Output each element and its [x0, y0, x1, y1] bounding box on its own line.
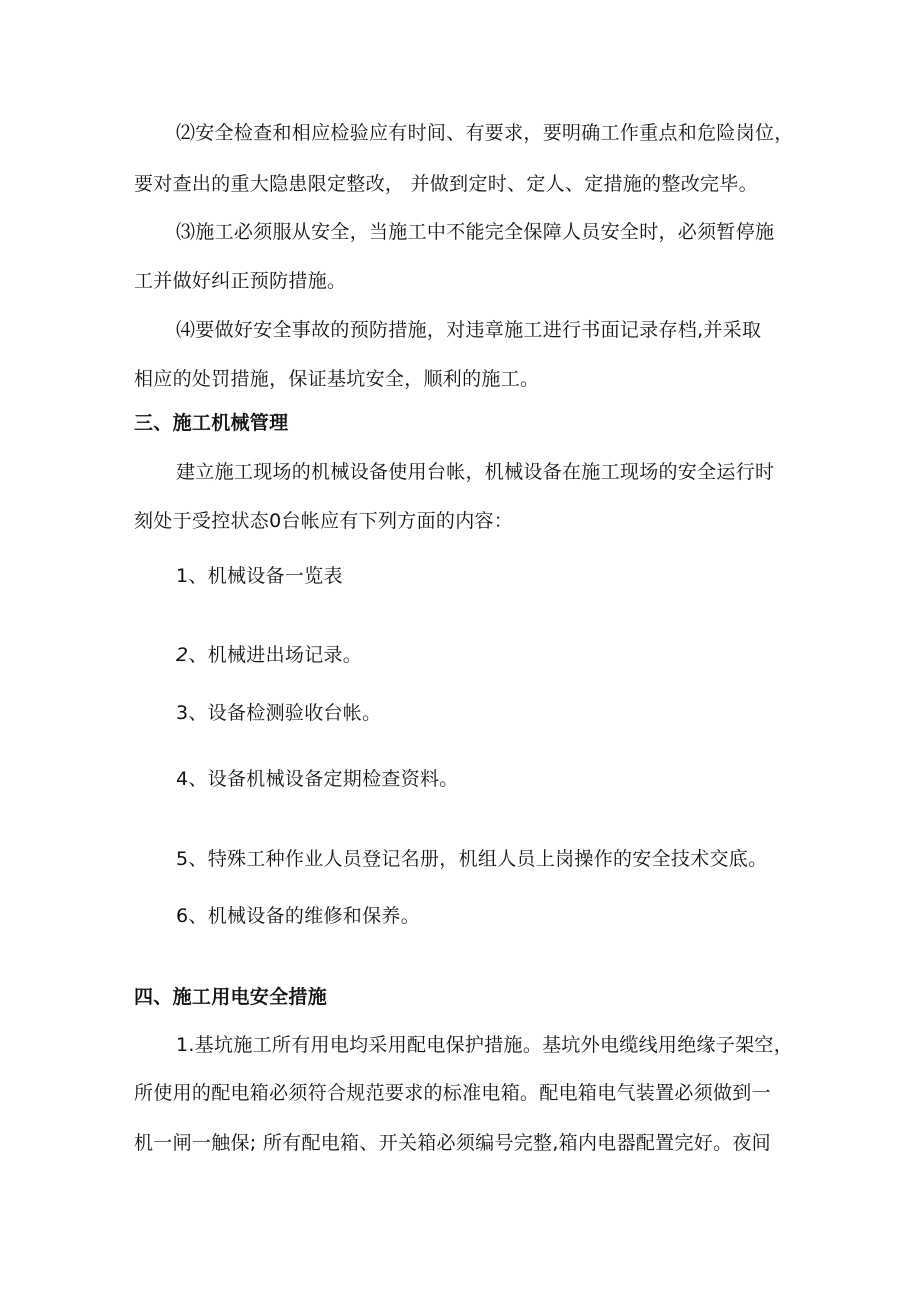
list-item-5	[176, 846, 767, 872]
paragraph-2-line-1: ⑵安全检查和相应检验应有时间、有要求，要明确工作重点和危险岗位，	[176, 122, 794, 144]
paragraph-4-line-2: 相应的处罚措施，保证基坑安全，顺利的施工。	[134, 368, 540, 390]
list-item-text: 、机械设备的维修和保养。	[188, 905, 420, 927]
list-item-6	[176, 903, 420, 929]
list-item-text: 、机械设备一览表	[188, 565, 343, 587]
list-item-number: 3	[176, 702, 189, 724]
list-item-2	[176, 642, 362, 668]
list-item-text: 、设备检测验收台帐。	[188, 702, 382, 724]
section-4-line-1: 1.基坑施工所有用电均采用配电保护措施。基坑外电缆线用绝缘子架空，	[176, 1034, 794, 1056]
paragraph-3-line-1: ⑶施工必须服从安全，当施工中不能完全保障人员安全时，必须暂停施	[176, 221, 775, 243]
list-item-number: 1	[176, 565, 189, 587]
list-item-number: 5	[176, 848, 189, 870]
list-item-text: 、特殊工种作业人员登记名册，机组人员上岗操作的安全技术交底。	[188, 848, 768, 870]
section-3-intro-line-1: 建立施工现场的机械设备使用台帐，机械设备在施工现场的安全运行时	[176, 461, 775, 483]
section-3-intro-line-2: 刻处于受控状态0台帐应有下列方面的内容：	[134, 510, 514, 532]
list-item-number: 4	[176, 768, 189, 790]
list-item-1	[176, 563, 343, 589]
section-3-heading: 三、施工机械管理	[134, 412, 289, 434]
list-item-number: 2	[176, 644, 189, 666]
list-item-number: 6	[176, 905, 189, 927]
list-item-4	[176, 766, 459, 792]
paragraph-2-line-2: 要对查出的重大隐患限定整改， 并做到定时、定人、定措施的整改完毕。	[134, 173, 758, 195]
section-4-line-2: 所使用的配电箱必须符合规范要求的标准电箱。配电箱电气装置必须做到一	[134, 1082, 771, 1104]
paragraph-4-line-1: ⑷要做好安全事故的预防措施，对违章施工进行书面记录存档,并采取	[176, 319, 762, 341]
list-item-text: 、设备机械设备定期检查资料。	[188, 768, 459, 790]
list-item-3	[176, 700, 381, 726]
list-item-text: 、机械进出场记录。	[188, 644, 363, 666]
section-4-line-3: 机一闸一触保; 所有配电箱、开关箱必须编号完整,箱内电器配置完好。夜间	[134, 1132, 771, 1154]
section-4-heading: 四、施工用电安全措施	[134, 986, 328, 1008]
paragraph-3-line-2: 工并做好纠正预防措施。	[134, 270, 347, 292]
